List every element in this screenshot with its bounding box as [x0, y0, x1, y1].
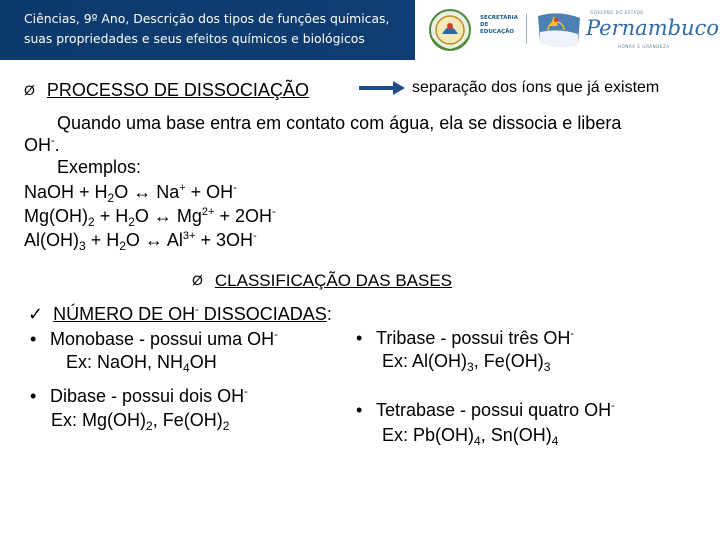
state-seal-icon [428, 8, 472, 52]
monobase-item: • Monobase - possui uma OH- [30, 329, 278, 349]
tribase-item: • Tribase - possui três OH- [356, 328, 575, 348]
secretaria-label: SECRETARIA DE EDUCAÇÃO [480, 15, 518, 35]
check-icon: ✓ [28, 304, 44, 324]
section1-heading: PROCESSO DE DISSOCIAÇÃO [46, 80, 309, 100]
title-line-2: suas propriedades e seus efeitos químicos e biológicos [24, 31, 365, 46]
title-line-1: Ciências, 9º Ano, Descrição dos tipos de funções químicas, [24, 11, 390, 26]
equation-mgoh2: $Mg(OH)_2 + H_2O$ ↔ $Mg^{2+} + 2OH^-$ [24, 206, 276, 229]
dissociation-note: separação dos íons que já existem [412, 79, 660, 96]
dibase-item: • Dibase - possui dois OH- [30, 386, 248, 406]
page-title [24, 9, 444, 49]
arrow-bullet-icon: Ø [24, 82, 35, 98]
tetrabase-item: • Tetrabase - possui quatro OH- [356, 400, 615, 420]
monobase-example: Ex: NaOH, $NH_4OH$ [66, 352, 217, 375]
bullet-dot: • [30, 386, 37, 406]
tribase-example: Ex: $Al(OH)_3$, $Fe(OH)_3$ [382, 351, 551, 374]
logo-divider [526, 14, 527, 44]
section1-heading-line [24, 79, 309, 102]
pernambuco-logo [428, 6, 719, 54]
dibase-example: Ex: $Mg(OH)_2$, $Fe(OH)_2$ [51, 410, 230, 433]
section2-heading-line [192, 270, 452, 292]
bullet-dot: • [356, 400, 363, 420]
examples-label: Exemplos: [57, 157, 142, 177]
equation-naoh: NaOH + $H_2O$ ↔ Na+ + OH- [24, 182, 237, 205]
brand-wordmark: Pernambuco [586, 16, 719, 40]
arrow-bullet-icon: Ø [192, 272, 203, 288]
pernambuco-flag-icon [534, 10, 584, 50]
governo-label: GOVERNO DO ESTADO [590, 10, 644, 15]
intro-line-2: OH-. [24, 135, 60, 155]
bullet-dot: • [30, 329, 37, 349]
equation-aloh3: $Al(OH)_3 + H_2O$ ↔ $Al^{3+} + 3OH^-$ [24, 230, 257, 253]
tetrabase-example: Ex: $Pb(OH)_4$, $Sn(OH)_4$ [382, 425, 559, 448]
intro-line-1: Quando uma base entra em contato com água, ela se dissocia e libera [57, 113, 622, 133]
section2-heading: CLASSIFICAÇÃO DAS BASES [214, 271, 453, 290]
right-arrow-icon [357, 80, 407, 96]
brand-tagline: HONRA E GRANDEZA [618, 44, 670, 49]
bullet-dot: • [356, 328, 363, 348]
classification-subheading: ✓ NÚMERO DE OH- DISSOCIADAS: [28, 304, 332, 324]
